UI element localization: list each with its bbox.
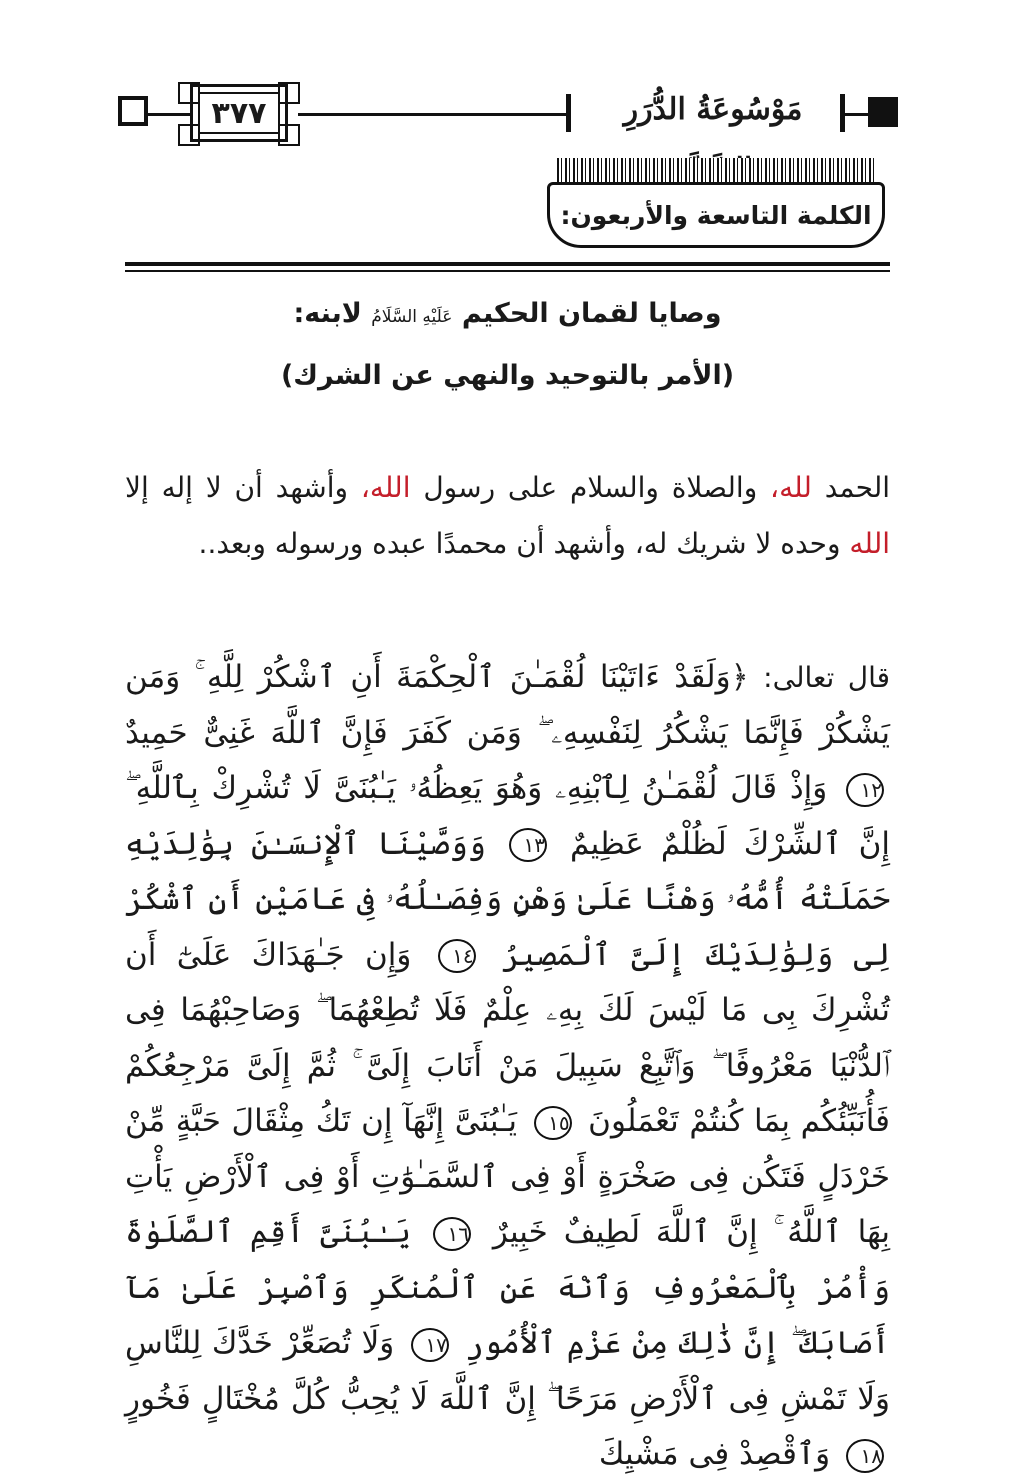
title-text-end: لابنه: xyxy=(293,298,362,329)
header-rule-middle xyxy=(298,113,566,116)
verse-text: يَـٰبُنَىَّ إِنَّهَآ إِن تَكُ مِثْقَالَ حَبَّةٍ مِّنْ خَرْدَلٍ فَتَكُن فِى صَخْرَةٍ أَوْ فِى ٱلسَّمَـٰوَٰتِ أَوْ فِى ٱلْأَرْضِ يَأْتِ بِهَا ٱللَّهُ ۚ إِنَّ ٱللَّهَ لَطِيفٌ خَبِيرٌ xyxy=(125,1103,891,1250)
divine-name: الله، xyxy=(360,471,411,504)
series-title: مَوْسُوعَةُ الدُّرَرِ xyxy=(623,92,803,127)
header-rule-left xyxy=(148,113,190,116)
intro-text: وأشهد أن لا إله إلا xyxy=(125,471,349,504)
header-square-ornament-left xyxy=(118,96,148,126)
chapter-banner xyxy=(547,152,885,248)
chapter-label: الكلمة التاسعة والأربعون: xyxy=(547,182,885,248)
section-divider xyxy=(125,262,890,266)
verse-text: يَـٰبُنَىَّ أَقِمِ ٱلصَّلَوٰةَ وَأْمُرْ بِٱلْمَعْرُوفِ وَٱنْهَ عَنِ ٱلْمُنكَرِ وَٱصْبِرْ عَلَىٰ مَآ أَصَابَكَ ۖ إِنَّ ذَٰلِكَ مِنْ عَزْمِ ٱلْأُمُورِ xyxy=(125,1214,891,1361)
quote-lead: قال تعالى: xyxy=(763,661,891,694)
intro-text: الحمد xyxy=(824,471,891,504)
intro-text: والصلاة والسلام على رسول xyxy=(423,471,758,504)
verse-number-marker: ١٥ xyxy=(534,1106,572,1140)
section-subtitle: (الأمر بالتوحيد والنهي عن الشرك) xyxy=(280,360,735,391)
verse-number-marker: ١٣ xyxy=(509,828,547,862)
page-number-frame xyxy=(190,84,288,142)
verse-number-marker: ١٨ xyxy=(846,1439,884,1473)
header-square-ornament-right xyxy=(868,97,898,127)
page-header xyxy=(118,80,898,150)
verse-number-marker: ١٧ xyxy=(411,1328,449,1362)
verse-text: وَٱقْصِدْ فِى مَشْيِكَ xyxy=(598,1436,831,1472)
intro-text: وحده لا شريك له، وأشهد أن محمدًا عبده ورسوله وبعد.. xyxy=(198,527,841,560)
verse-text: وَلَقَدْ ءَاتَيْنَا لُقْمَـٰنَ ٱلْحِكْمَةَ أَنِ ٱشْكُرْ لِلَّهِ ۚ وَمَن يَشْكُرْ فَإِنَّمَا يَشْكُرُ لِنَفْسِهِۦ ۖ وَمَن كَفَرَ فَإِنَّ ٱللَّهَ غَنِىٌّ حَمِيدٌ xyxy=(125,659,890,751)
verse-text: وَإِن جَـٰهَدَاكَ عَلَىٰٓ أَن تُشْرِكَ بِى مَا لَيْسَ لَكَ بِهِۦ عِلْمٌ فَلَا تُطِعْهُمَا ۖ وَصَاحِبْهُمَا فِى ٱلدُّنْيَا مَعْرُوفًا ۖ وَٱتَّبِعْ سَبِيلَ مَنْ أَنَابَ إِلَىَّ ۚ ثُمَّ إِلَىَّ مَرْجِعُكُمْ فَأُنَبِّئُكُم بِمَا كُنتُمْ تَعْمَلُونَ xyxy=(125,936,890,1139)
divine-name: الله xyxy=(849,527,890,560)
verse-number-marker: ١٦ xyxy=(433,1217,471,1251)
verse-number-marker: ١٢ xyxy=(846,773,884,807)
header-tick xyxy=(566,94,571,132)
intro-paragraph xyxy=(125,460,890,572)
quran-passage xyxy=(125,650,890,1483)
divine-name: لله، xyxy=(770,471,812,504)
page-number: ٣٧٧ xyxy=(198,92,280,134)
header-rule-right xyxy=(845,113,870,116)
quran-open-bracket: ﴿ xyxy=(730,659,749,695)
honorific-text: عَلَيْهِ السَّلَامُ xyxy=(371,307,453,327)
verse-text: وَإِذْ قَالَ لُقْمَـٰنُ لِٱبْنِهِۦ وَهُوَ يَعِظُهُۥ يَـٰبُنَىَّ لَا تُشْرِكْ بِٱللَّهِ ۖ إِنَّ ٱلشِّرْكَ لَظُلْمٌ عَظِيمٌ xyxy=(125,770,890,862)
verse-text: وَلَا تُصَعِّرْ خَدَّكَ لِلنَّاسِ وَلَا تَمْشِ فِى ٱلْأَرْضِ مَرَحًا ۖ إِنَّ ٱللَّهَ لَا يُحِبُّ كُلَّ مُخْتَالٍ فَخُورٍ xyxy=(125,1325,890,1417)
verse-number-marker: ١٤ xyxy=(438,939,476,973)
section-divider-thin xyxy=(125,270,890,272)
title-text: وصايا لقمان الحكيم xyxy=(461,298,722,329)
verse-text: وَوَصَّيْنَا ٱلْإِنسَـٰنَ بِوَٰلِدَيْهِ حَمَلَتْهُ أُمُّهُۥ وَهْنًا عَلَىٰ وَهْنٍ وَفِصَـٰلُهُۥ فِى عَامَيْنِ أَنِ ٱشْكُرْ لِى وَلِوَٰلِدَيْكَ إِلَىَّ ٱلْمَصِيرُ xyxy=(125,825,890,973)
section-title xyxy=(125,298,890,329)
